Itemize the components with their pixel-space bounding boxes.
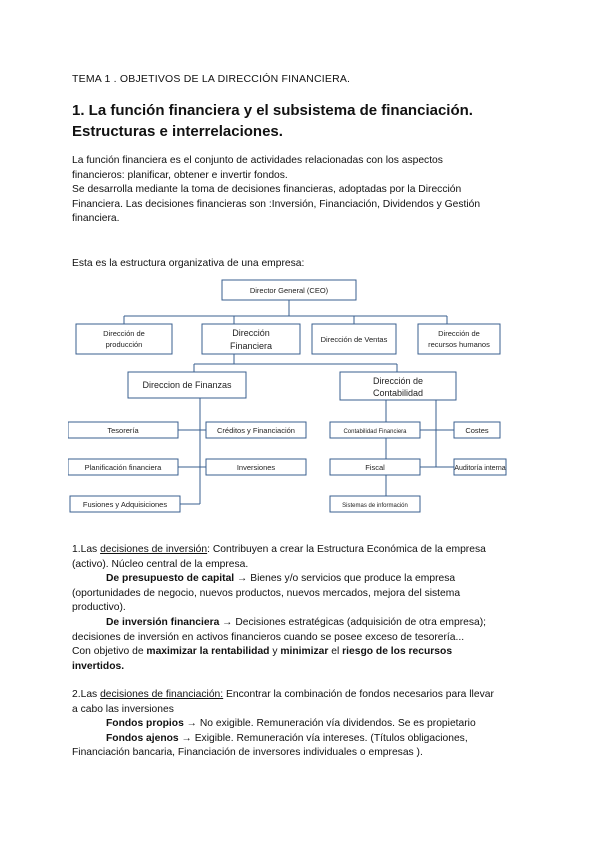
org-box-costes — [454, 422, 500, 438]
org-label-planificacion: Planificación financiera — [84, 463, 162, 472]
intro-line: financiera. — [72, 213, 120, 225]
term-inversion-financiera: De inversión financiera — [106, 616, 220, 628]
org-box-contab-fin — [330, 422, 420, 438]
term-decisiones-inversion: decisiones de inversión — [100, 544, 208, 555]
org-label-costes: Costes — [465, 426, 489, 435]
org-box-produccion — [76, 324, 172, 354]
term-decisiones-financiacion: decisiones de financiación: — [100, 689, 224, 700]
org-box-tesoreria — [68, 422, 178, 438]
org-box-fusiones — [70, 496, 180, 512]
text-line: 2.Las decisiones de financiación: Encontrar la combinación de fondos necesarios para llevar — [72, 689, 494, 700]
org-label-tesoreria: Tesorería — [107, 426, 139, 435]
text-line: invertidos. — [72, 660, 125, 672]
term-presupuesto-capital: De presupuesto de capital — [106, 573, 235, 585]
org-label-financiera-1: Dirección — [232, 328, 270, 338]
org-box-sistemas — [330, 496, 420, 512]
text-line: De presupuesto de capital → Bienes y/o servicios que produce la empresa — [106, 573, 456, 585]
text-line: a cabo las inversiones — [72, 703, 174, 715]
financing-decisions-paragraph — [72, 688, 532, 761]
intro-line: Se desarrolla mediante la toma de decisiones financieras, adoptadas por la Dirección — [72, 184, 462, 196]
org-intro-text: Esta es la estructura organizativa de una empresa: — [72, 258, 305, 269]
org-box-ventas — [312, 324, 396, 354]
org-box-inversiones — [206, 459, 306, 475]
org-chart-diagram — [68, 272, 508, 520]
org-label-ventas: Dirección de Ventas — [320, 335, 388, 344]
intro-line: La función financiera es el conjunto de actividades relacionadas con los aspectos — [72, 155, 443, 166]
org-label-sistemas: Sistemas de información — [342, 503, 408, 509]
text-line: decisiones de inversión en activos financieros cuando se posee exceso de tesorería... — [72, 631, 465, 643]
investment-decisions-paragraph — [72, 543, 532, 674]
org-label-rrhh-2: recursos humanos — [428, 340, 490, 349]
text-line: Financiación bancaria, Financiación de inversores individuales o empresas ). — [72, 747, 423, 759]
org-label-rrhh-1: Dirección de — [438, 329, 480, 338]
org-label-ceo: Director General (CEO) — [249, 286, 329, 295]
org-label-finanzas: Direccion de Finanzas — [142, 380, 232, 390]
text-line: Con objetivo de maximizar la rentabilidad y minimizar el riesgo de los recursos — [72, 646, 453, 658]
org-box-financiera — [202, 324, 300, 354]
org-label-fiscal: Fiscal — [365, 463, 385, 472]
org-box-creditos — [206, 422, 306, 438]
section-title-line-2: Estructuras e interrelaciones. — [72, 123, 283, 140]
org-box-finanzas — [128, 372, 246, 398]
intro-paragraph — [72, 154, 532, 227]
text-line: Fondos propios → No exigible. Remuneración vía dividendos. Se es propietario — [106, 718, 476, 730]
text-line: (activo). Núcleo central de la empresa. — [72, 558, 249, 570]
term-fondos-ajenos: Fondos ajenos — [106, 732, 179, 744]
org-label-auditoria: Auditoría interna — [454, 465, 506, 472]
section-title-line-1: 1. La función financiera y el subsistema de financiación. — [72, 102, 473, 119]
org-box-rrhh — [418, 324, 500, 354]
org-box-planificacion — [68, 459, 178, 475]
text-line: 1.Las decisiones de inversión: Contribuyen a crear la Estructura Económica de la empresa — [72, 544, 486, 555]
org-label-contabilidad-2: Contabilidad — [372, 388, 424, 398]
section-title — [72, 100, 542, 142]
text-line: (oportunidades de negocio, nuevos productos, nuevos mercados, mejora del sistema — [72, 587, 461, 599]
text-line: Fondos ajenos → Exigible. Remuneración vía intereses. (Títulos obligaciones, — [106, 732, 468, 744]
term-fondos-propios: Fondos propios — [106, 718, 184, 730]
org-box-auditoria — [454, 459, 506, 475]
org-label-creditos: Créditos y Financiación — [217, 426, 295, 435]
intro-line: financieros: planificar, obtener e invertir fondos. — [72, 169, 288, 181]
org-box-fiscal — [330, 459, 420, 475]
intro-line: Financiera. Las decisiones financieras son :Inversión, Financiación, Dividendos y Gestión — [72, 198, 481, 210]
org-box-contabilidad — [340, 372, 456, 400]
org-label-inversiones: Inversiones — [236, 463, 276, 472]
org-label-contabilidad-1: Dirección de — [372, 376, 424, 386]
org-label-produccion-1: Dirección de — [103, 329, 145, 338]
org-box-ceo — [222, 280, 356, 300]
org-label-produccion-2: producción — [105, 340, 143, 349]
text-line: productivo). — [72, 602, 126, 614]
org-label-financiera-2: Financiera — [229, 341, 273, 351]
org-label-fusiones: Fusiones y Adquisiciones — [82, 500, 168, 509]
org-label-contab-fin: Contabilidad Financiera — [343, 429, 407, 435]
document-header: TEMA 1 . OBJETIVOS DE LA DIRECCIÓN FINANCIERA. — [72, 73, 351, 85]
text-line: De inversión financiera → Decisiones estratégicas (adquisición de otra empresa); — [106, 616, 487, 628]
